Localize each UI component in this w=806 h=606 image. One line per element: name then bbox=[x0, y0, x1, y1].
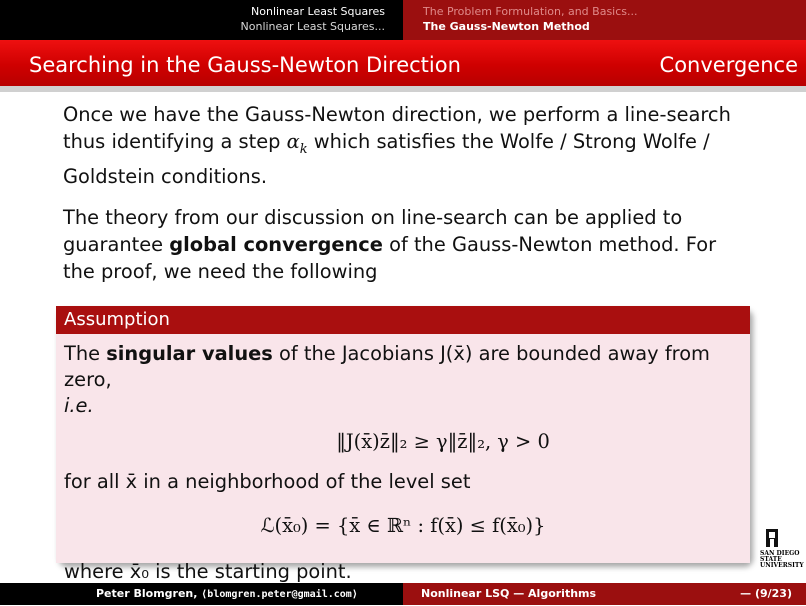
page-number: — (9/23) bbox=[740, 587, 792, 600]
p2-bold: global convergence bbox=[169, 232, 383, 256]
talk-title: Nonlinear LSQ — Algorithms bbox=[421, 587, 597, 600]
nav-subsection-1[interactable]: The Problem Formulation, and Basics... bbox=[423, 5, 638, 18]
alpha-subscript: k bbox=[299, 141, 308, 157]
assumption-ie bbox=[64, 393, 742, 419]
nav-section-1[interactable]: Nonlinear Least Squares bbox=[251, 5, 385, 18]
frame-subtitle: Convergence bbox=[659, 53, 798, 77]
logo-emblem-icon bbox=[760, 527, 800, 551]
assumption-header: Assumption bbox=[56, 306, 750, 334]
equation-bound: ‖J(x̄)z̄‖₂ ≥ γ‖z̄‖₂, γ > 0 bbox=[336, 430, 550, 453]
paragraph-2 bbox=[63, 204, 753, 285]
p1-text-a: Once we have the Gauss-Newton direction, we perform a line-search thus identifying a step bbox=[63, 103, 731, 153]
assumption-line-3: where x̄₀ is the starting point. bbox=[64, 560, 352, 583]
author-name: Peter Blomgren, bbox=[96, 587, 202, 600]
equation-level-set: ℒ(x̄₀) = {x̄ ∈ ℝⁿ : f(x̄) ≤ f(x̄₀)} bbox=[260, 514, 546, 537]
assumption-block bbox=[56, 306, 750, 583]
p1-text-b: which satisfies the Wolfe / Strong Wolfe / Goldstein conditions. bbox=[63, 130, 710, 188]
nav-left bbox=[0, 0, 403, 40]
assumption-line-1 bbox=[64, 341, 742, 393]
nav-section-2[interactable]: Nonlinear Least Squares... bbox=[240, 20, 385, 33]
author-email: ⟨blomgren.peter@gmail.com⟩ bbox=[201, 589, 358, 600]
footer-talk[interactable] bbox=[403, 583, 806, 605]
paragraph-1 bbox=[63, 101, 753, 190]
p2-text-b: of the Gauss-Newton method. For the proof, we need the following bbox=[63, 232, 717, 283]
a-l1-b: of the Jacobians J(x̄) are bounded away from zero, bbox=[64, 342, 710, 391]
footer-author[interactable] bbox=[0, 583, 403, 605]
frame-title-bar bbox=[0, 40, 806, 92]
university-logo bbox=[760, 527, 804, 569]
a-l1-a: The bbox=[64, 342, 107, 365]
frame-title: Searching in the Gauss-Newton Direction bbox=[29, 53, 461, 77]
p2-text-a: The theory from our discussion on line-search can be applied to guarantee bbox=[63, 205, 683, 256]
ie-text: i.e. bbox=[64, 394, 94, 417]
top-navigation bbox=[0, 0, 806, 40]
footer-bar bbox=[0, 583, 806, 605]
slide-content bbox=[63, 101, 753, 293]
assumption-body bbox=[56, 334, 750, 583]
nav-subsection-2[interactable]: The Gauss-Newton Method bbox=[423, 20, 590, 33]
nav-right bbox=[403, 0, 806, 40]
a-l1-bold: singular values bbox=[106, 342, 273, 365]
logo-text: SAN DIEGO STATE UNIVERSITY bbox=[760, 550, 804, 569]
assumption-line-2: for all x̄ in a neighborhood of the level set bbox=[64, 470, 471, 493]
alpha-symbol: α bbox=[286, 130, 300, 153]
